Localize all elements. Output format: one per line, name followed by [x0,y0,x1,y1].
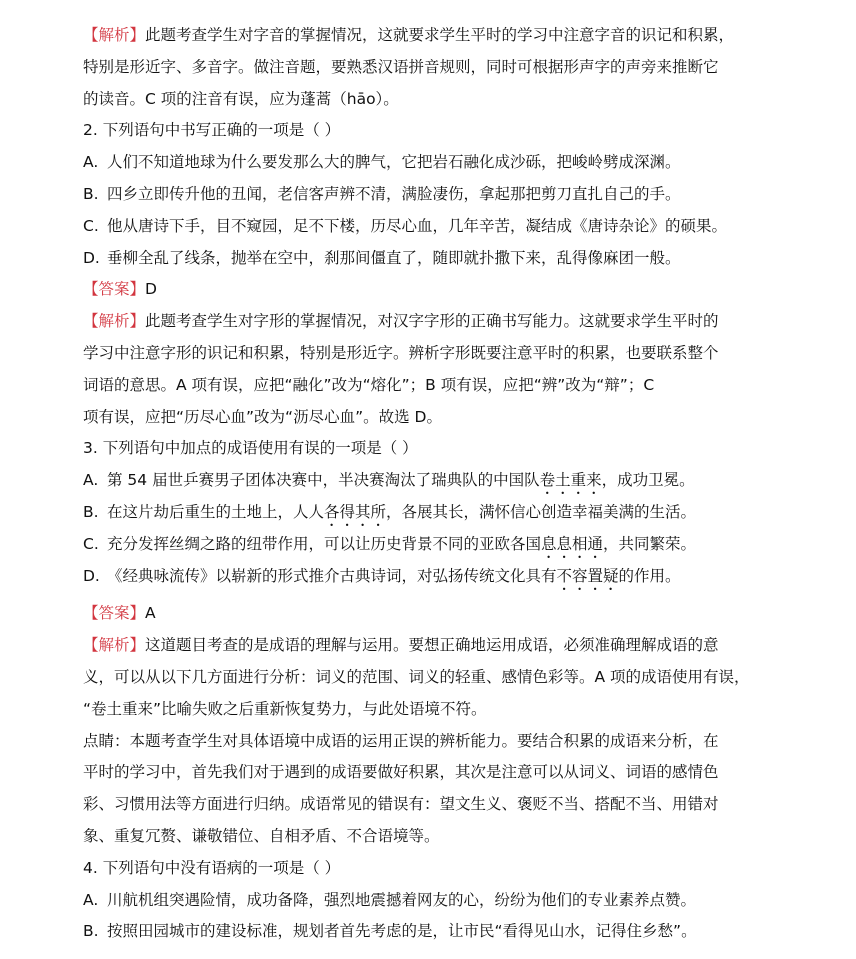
note-line: 点睛：本题考查学生对具体语境中成语的运用正误的辨析能力。要结合积累的成语来分析，在 [83,731,719,750]
analysis-line: 词语的意思。A 项有误，应把“融化”改为“熔化”；B 项有误，应把“辨”改为“辩”；C [83,375,655,394]
answer-value: A [145,604,156,623]
option-item: B. 在这片劫后重生的土地上，人人各得其所，各展其长，满怀信心创造幸福美满的生活。 [83,502,697,521]
option-item: C. 充分发挥丝绸之路的纽带作用，可以让历史背景不同的亚欧各国息息相通，共同繁荣。 [83,534,697,553]
answer-line [83,598,816,630]
option-item: A. 川航机组突遇险情，成功备降，强烈地震撼着网友的心，纷纷为他们的专业素养点赞。 [83,890,697,909]
question-stem: 4. 下列语句中没有语病的一项是（ ） [83,858,341,877]
note-line: 平时的学习中，首先我们对于遇到的成语要做好积累，其次是注意可以从词义、词语的感情色 [83,763,719,782]
analysis-line: 【解析】此题考查学生对字音的掌握情况，这就要求学生平时的学习中注意字音的识记和积累， [83,26,735,44]
question-stem: 2. 下列语句中书写正确的一项是（ ） [83,121,341,140]
analysis-line: 【解析】这道题目考查的是成语的理解与运用。要想正确地运用成语，必须准确理解成语的意 [83,636,719,655]
dotted-idiom: 各得其所 [324,502,387,521]
answer-line [83,274,816,306]
analysis-line: 的读音。C 项的注音有误，应为蓬蒿（hāo）。 [83,89,399,108]
option-item: B. 四乡立即传升他的丑闻，老信客声辨不清，满脸凄伤，拿起那把剪刀直扎自己的手。 [83,184,681,203]
analysis-line: 特别是形近字、多音字。做注音题，要熟悉汉语拼音规则，同时可根据形声字的声旁来推断它 [83,57,719,76]
option-item: A. 人们不知道地球为什么要发那么大的脾气，它把岩石融化成沙砾，把峻岭劈成深渊。 [83,153,681,172]
analysis-line: 学习中注意字形的识记和积累，特别是形近字。辨析字形既要注意平时的积累，也要联系整个 [83,343,719,362]
analysis-line: 项有误，应把“历尽心血”改为“沥尽心血”。故选 D。 [83,407,442,426]
option-item: A. 第 54 届世乒赛男子团体决赛中，半决赛淘汰了瑞典队的中国队卷土重来，成功卫冕。 [83,471,695,490]
option-item: D. 垂柳全乱了线条，抛举在空中，刹那间僵直了，随即就扑撒下来，乱得像麻团一般。 [83,248,681,267]
option-item: C. 他从唐诗下手，目不窥园，足不下楼，历尽心血，几年辛苦，凝结成《唐诗杂论》的硕果。 [83,216,728,235]
analysis-tag: 【解析】 [83,312,146,331]
note-line: 象、重复冗赘、谦敬错位、自相矛盾、不合语境等。 [83,826,440,845]
dotted-idiom: 卷土重来 [539,471,602,490]
analysis-line: “卷土重来”比喻失败之后重新恢复势力，与此处语境不符。 [83,699,487,718]
question-stem: 3. 下列语句中加点的成语使用有误的一项是（ ） [83,439,418,458]
answer-value: D [145,280,157,299]
analysis-tag: 【解析】 [83,26,146,44]
analysis-line: 义，可以从以下几方面进行分析：词义的范围、词义的轻重、感情色彩等。A 项的成语使用有误， [83,667,750,686]
dotted-idiom: 不容置疑 [556,566,619,585]
answer-tag: 【答案】 [83,280,146,299]
option-item: D. 《经典咏流传》以崭新的形式推介古典诗词，对弘扬传统文化具有不容置疑的作用。 [83,566,681,585]
note-line: 彩、习惯用法等方面进行归纳。成语常见的错误有：望文生义、褒贬不当、搭配不当、用错对 [83,795,719,814]
analysis-line: 【解析】此题考查学生对字形的掌握情况，对汉字字形的正确书写能力。这就要求学生平时的 [83,312,719,331]
option-item: B. 按照田园城市的建设标准，规划者首先考虑的是，让市民“看得见山水，记得住乡愁”。 [83,922,697,941]
answer-tag: 【答案】 [83,604,146,623]
analysis-tag: 【解析】 [83,636,146,655]
dotted-idiom: 息息相通 [541,534,604,553]
